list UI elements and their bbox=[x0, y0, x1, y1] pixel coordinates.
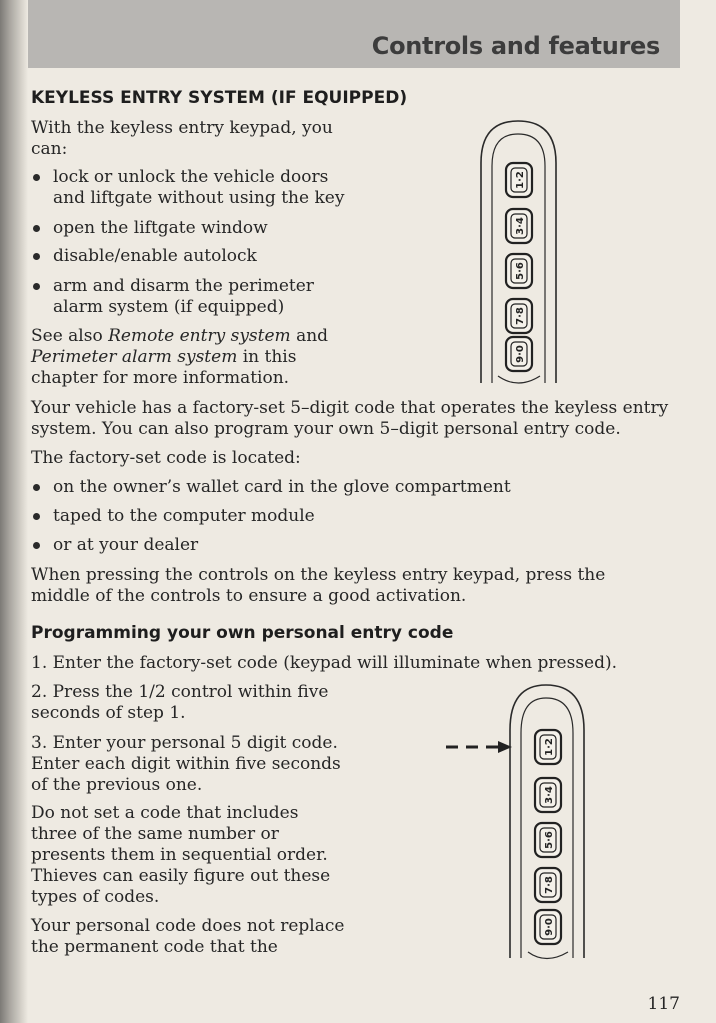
keypad-button-7-8 bbox=[506, 299, 532, 333]
keypad-button-label: 9·0 bbox=[515, 345, 526, 363]
note-line: Your personal code does not replace bbox=[31, 916, 345, 936]
keypad-button-3-4 bbox=[535, 778, 561, 812]
section-title: KEYLESS ENTRY SYSTEM (IF EQUIPPED) bbox=[31, 88, 408, 108]
bullet-icon bbox=[33, 225, 40, 232]
warning-line: types of codes. bbox=[31, 887, 160, 907]
bullet-icon bbox=[33, 513, 40, 520]
keypad-button-label: 5·6 bbox=[515, 262, 526, 280]
keypad-button-9-0 bbox=[535, 910, 561, 944]
page-header-title: Controls and features bbox=[371, 32, 660, 60]
keypad-button-5-6 bbox=[535, 823, 561, 857]
see-also-line: Perimeter alarm system in this bbox=[31, 347, 297, 367]
see-also-line: See also Remote entry system and bbox=[31, 326, 329, 346]
keypad-button-label: 3·4 bbox=[515, 217, 526, 235]
step-line: 3. Enter your personal 5 digit code. bbox=[31, 733, 338, 753]
bullet-icon bbox=[33, 253, 40, 260]
list-item: or at your dealer bbox=[53, 535, 199, 555]
paragraph-line: The factory-set code is located: bbox=[31, 448, 301, 468]
paragraph-line: When pressing the controls on the keyless entry keypad, press the bbox=[31, 565, 606, 585]
warning-line: presents them in sequential order. bbox=[31, 845, 328, 865]
keypad-button-label: 1·2 bbox=[544, 738, 555, 756]
cross-reference: Remote entry system bbox=[108, 326, 291, 346]
list-item: on the owner’s wallet card in the glove compartment bbox=[53, 477, 511, 497]
step-line: 2. Press the 1/2 control within five bbox=[31, 682, 329, 702]
list-item: taped to the computer module bbox=[53, 506, 315, 526]
keypad-button-5-6 bbox=[506, 254, 532, 288]
warning-line: three of the same number or bbox=[31, 824, 279, 844]
bullet-icon bbox=[33, 542, 40, 549]
keypad-button-label: 7·8 bbox=[515, 307, 526, 325]
keypad-button-7-8 bbox=[535, 868, 561, 902]
keypad-button-1-2 bbox=[535, 730, 561, 764]
list-item: arm and disarm the perimeter bbox=[53, 276, 314, 296]
warning-line: Thieves can easily figure out these bbox=[31, 866, 331, 886]
subsection-title: Programming your own personal entry code bbox=[31, 623, 454, 643]
keypad-illustration-programming bbox=[444, 680, 594, 965]
note-line: the permanent code that the bbox=[31, 937, 278, 957]
step-line: Enter each digit within five seconds bbox=[31, 754, 341, 774]
list-item-cont: alarm system (if equipped) bbox=[53, 297, 285, 317]
list-item-cont: and liftgate without using the key bbox=[53, 188, 345, 208]
keypad-base-curve bbox=[528, 952, 568, 959]
paragraph-line: system. You can also program your own 5–digit personal entry code. bbox=[31, 419, 621, 439]
keypad-button-label: 5·6 bbox=[544, 831, 555, 849]
list-item: lock or unlock the vehicle doors bbox=[53, 167, 329, 187]
list-item: disable/enable autolock bbox=[53, 246, 257, 266]
page-number: 117 bbox=[647, 994, 680, 1014]
keypad-button-3-4 bbox=[506, 209, 532, 243]
step-line: of the previous one. bbox=[31, 775, 203, 795]
pointer-arrow-icon bbox=[446, 741, 512, 753]
keypad-button-9-0 bbox=[506, 337, 532, 371]
list-item: open the liftgate window bbox=[53, 218, 268, 238]
cross-reference: Perimeter alarm system bbox=[31, 347, 238, 367]
keypad-button-label: 1·2 bbox=[515, 171, 526, 189]
keypad-button-label: 7·8 bbox=[544, 876, 555, 894]
paragraph-line: Your vehicle has a factory-set 5–digit code that operates the keyless entry bbox=[31, 398, 669, 418]
keypad-base-curve bbox=[498, 376, 540, 383]
keypad-button-label: 9·0 bbox=[544, 918, 555, 936]
keypad-button-1-2 bbox=[506, 163, 532, 197]
bullet-icon bbox=[33, 283, 40, 290]
step-line: 1. Enter the factory-set code (keypad will illuminate when pressed). bbox=[31, 653, 618, 673]
intro-line: can: bbox=[31, 139, 68, 159]
see-also-line: chapter for more information. bbox=[31, 368, 290, 388]
keypad-button-label: 3·4 bbox=[544, 786, 555, 804]
page-binding-shadow bbox=[0, 0, 28, 1023]
bullet-icon bbox=[33, 174, 40, 181]
bullet-icon bbox=[33, 484, 40, 491]
warning-line: Do not set a code that includes bbox=[31, 803, 299, 823]
keypad-illustration bbox=[478, 118, 568, 388]
intro-line: With the keyless entry keypad, you bbox=[31, 118, 333, 138]
step-line: seconds of step 1. bbox=[31, 703, 186, 723]
paragraph-line: middle of the controls to ensure a good activation. bbox=[31, 586, 467, 606]
